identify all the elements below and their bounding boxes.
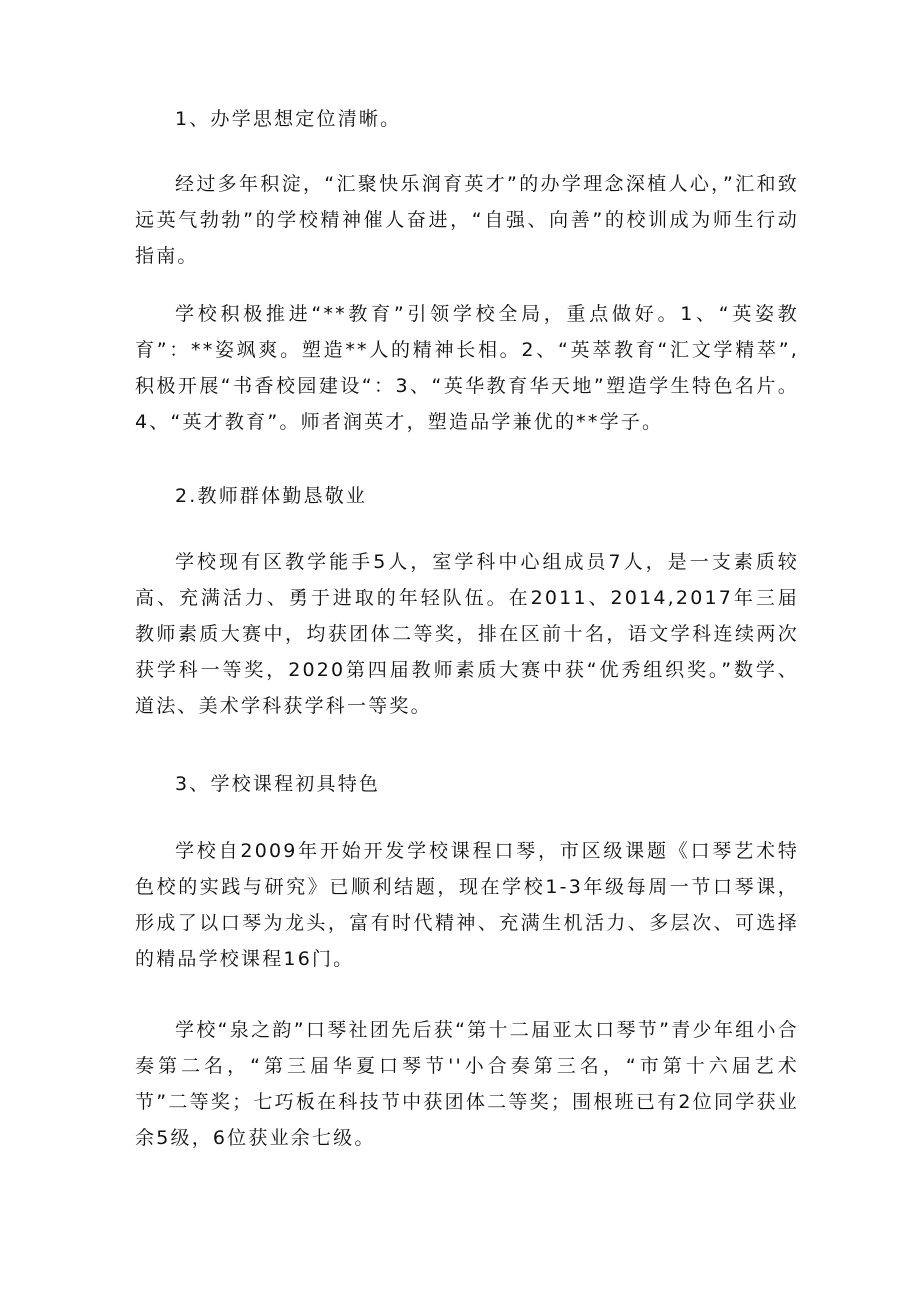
section1-paragraph-1: 经过多年积淀，“汇聚快乐润育英才”的办学理念深植人心，”汇和致远英气勃勃”的学校精神催人奋进，“自强、向善”的校训成为师生行动指南。 xyxy=(135,173,799,267)
section2-paragraph-1: 学校现有区教学能手5人，室学科中心组成员7人，是一支素质较高、充满活力、勇于进取的年轻队伍。在2011、2014,2017年三届教师素质大赛中，均获团体二等奖，排在区前十名，语文学科连续两次获学科一等奖，2020第四届教师素质大赛中获“优秀组织奖。”数学、道法、美术学科获学科一等奖。 xyxy=(135,551,799,717)
section-heading-3: 3、学校课程初具特色 xyxy=(175,773,381,795)
section3-paragraph-2: 学校“泉之韵”口琴社团先后获“第十二届亚太口琴节”青少年组小合奏第二名，“第三届华夏口琴节''小合奏第三名，“市第十六届艺术节”二等奖；七巧板在科技节中获团体二等奖；围根班已有2位同学获业余5级，6位获业余七级。 xyxy=(135,1019,799,1149)
section1-paragraph-2: 学校积极推进“**教育”引领学校全局，重点做好。1、“英姿教育”：**姿飒爽。塑造**人的精神长相。2、“英萃教育“汇文学精萃”,积极开展“书香校园建设“：3、“英华教育华天地”塑造学生特色名片。4、“英才教育”。师者润英才，塑造品学兼优的**学子。 xyxy=(135,303,799,433)
section-heading-1: 1、办学思想定位清晰。 xyxy=(175,108,402,130)
section-heading-2: 2.教师群体勤恳敬业 xyxy=(175,485,368,507)
section3-paragraph-1: 学校自2009年开始开发学校课程口琴，市区级课题《口琴艺术特色校的实践与研究》已顺利结题，现在学校1-3年级每周一节口琴课，形成了以口琴为龙头，富有时代精神、充满生机活力、多层次、可选择的精品学校课程16门。 xyxy=(135,840,799,970)
